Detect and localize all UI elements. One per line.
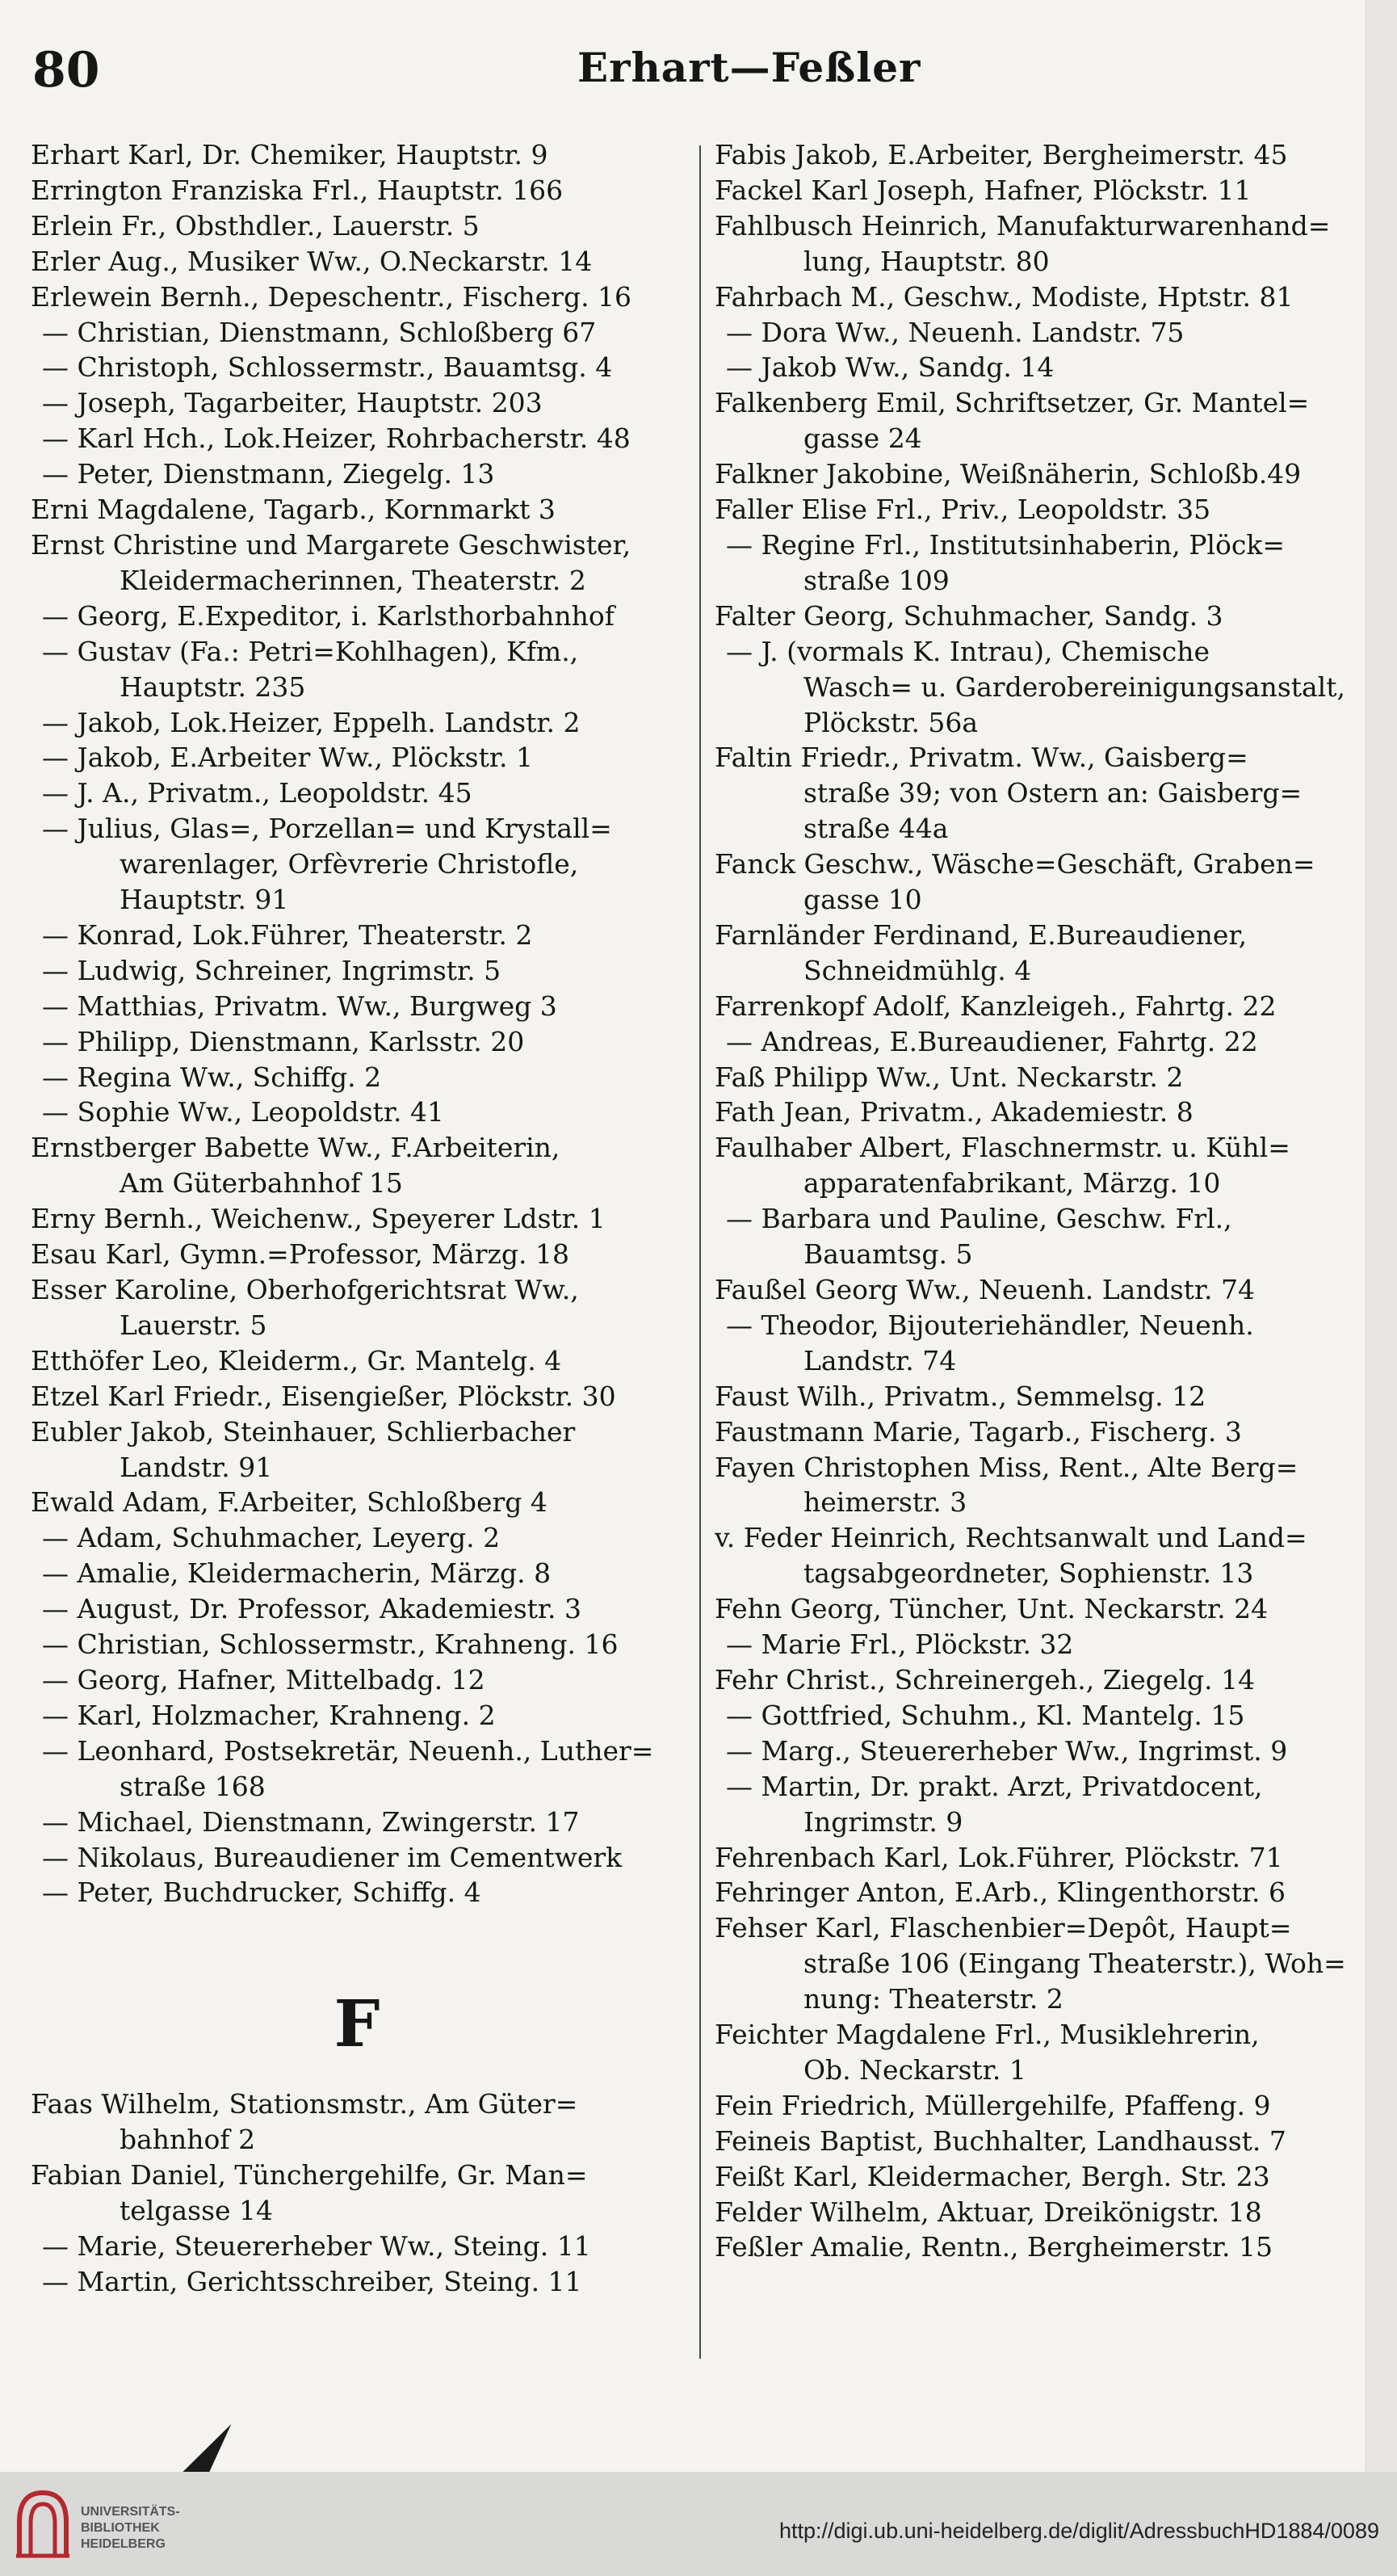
- directory-entry-line: Eubler Jakob, Steinhauer, Schlierbacher: [31, 1415, 576, 1448]
- directory-entry-line: Felder Wilhelm, Aktuar, Dreikönigstr. 18: [715, 2196, 1262, 2228]
- directory-entry-line: Ernst Christine und Margarete Geschwister,: [31, 528, 631, 561]
- directory-entry-line: — Peter, Buchdrucker, Schiffg. 4: [42, 1876, 481, 1909]
- running-head: Erhart—Feßler: [577, 44, 921, 91]
- directory-entry-line: warenlager, Orfèvrerie Christofle,: [120, 848, 579, 880]
- right-column: [715, 137, 1370, 2265]
- directory-entry-line: Fehr Christ., Schreinergeh., Ziegelg. 14: [715, 1663, 1256, 1696]
- directory-entry-line: Esau Karl, Gymn.=Professor, Märzg. 18: [31, 1238, 569, 1271]
- directory-entry-line: Faltin Friedr., Privatm. Ww., Gaisberg=: [715, 742, 1248, 774]
- directory-entry-line: — Matthias, Privatm. Ww., Burgweg 3: [42, 990, 557, 1022]
- directory-entry-line: — Martin, Gerichtsschreiber, Steing. 11: [42, 2265, 582, 2297]
- directory-entry-line: Feßler Amalie, Rentn., Bergheimerstr. 15: [715, 2231, 1273, 2263]
- directory-entry-line: Errington Franziska Frl., Hauptstr. 166: [31, 174, 564, 206]
- directory-entry-line: Farnländer Ferdinand, E.Bureaudiener,: [715, 918, 1248, 951]
- directory-entry-line: — Regina Ww., Schiffg. 2: [42, 1061, 382, 1093]
- directory-entry-line: — Karl, Holzmacher, Krahneng. 2: [42, 1699, 496, 1731]
- directory-entry-line: — Jakob Ww., Sandg. 14: [726, 351, 1055, 384]
- left-entries-f: [31, 2086, 683, 2299]
- directory-entry-line: Lauerstr. 5: [120, 1309, 267, 1341]
- library-name: [81, 2504, 180, 2553]
- directory-entry-line: — Marg., Steuererheber Ww., Ingrimst. 9: [726, 1734, 1288, 1767]
- directory-entry-line: tagsabgeordneter, Sophienstr. 13: [803, 1557, 1254, 1590]
- directory-entry-line: straße 39; von Ostern an: Gaisberg=: [803, 777, 1303, 809]
- directory-entry-line: Fayen Christophen Miss, Rent., Alte Berg=: [715, 1451, 1298, 1483]
- directory-entry-line: Ewald Adam, F.Arbeiter, Schloßberg 4: [31, 1486, 547, 1519]
- directory-entry-line: Feineis Baptist, Buchhalter, Landhausst. 7: [715, 2124, 1286, 2157]
- directory-entry-line: Faust Wilh., Privatm., Semmelsg. 12: [715, 1380, 1206, 1412]
- directory-entry-line: straße 106 (Eingang Theaterstr.), Woh=: [803, 1948, 1346, 1980]
- directory-entry-line: straße 44a: [803, 813, 949, 845]
- directory-entry-line: Erlein Fr., Obsthdler., Lauerstr. 5: [31, 209, 480, 242]
- directory-entry-line: Fath Jean, Privatm., Akademiestr. 8: [715, 1096, 1194, 1128]
- directory-entry-line: — Georg, E.Expeditor, i. Karlsthorbahnhof: [42, 599, 615, 632]
- library-name-line3: HEIDELBERG: [81, 2537, 166, 2551]
- directory-entry-line: — Karl Hch., Lok.Heizer, Rohrbacherstr. 48: [42, 422, 631, 455]
- directory-entry-line: Fackel Karl Joseph, Hafner, Plöckstr. 11: [715, 174, 1252, 206]
- directory-entry-line: — Sophie Ww., Leopoldstr. 41: [42, 1096, 444, 1128]
- footer-bar: [0, 2472, 1397, 2576]
- directory-entry-line: Faustmann Marie, Tagarb., Fischerg. 3: [715, 1415, 1242, 1448]
- directory-entry-line: Fahlbusch Heinrich, Manufakturwarenhand=: [715, 209, 1331, 242]
- library-logo-icon: [15, 2486, 71, 2561]
- directory-entry-line: Falter Georg, Schuhmacher, Sandg. 3: [715, 599, 1223, 632]
- section-letter: F: [334, 1986, 380, 2062]
- directory-entry-line: — J. (vormals K. Intrau), Chemische: [726, 635, 1210, 667]
- directory-entry-line: — Martin, Dr. prakt. Arzt, Privatdocent,: [726, 1770, 1263, 1802]
- directory-entry-line: — Gottfried, Schuhm., Kl. Mantelg. 15: [726, 1699, 1245, 1731]
- directory-entry-line: — Konrad, Lok.Führer, Theaterstr. 2: [42, 918, 533, 951]
- directory-entry-line: — Theodor, Bijouteriehändler, Neuenh.: [726, 1309, 1254, 1341]
- directory-entry-line: Hauptstr. 235: [120, 670, 306, 703]
- directory-entry-line: Fahrbach M., Geschw., Modiste, Hptstr. 81: [715, 280, 1294, 313]
- left-entries-e: [31, 137, 683, 1910]
- directory-entry-line: — Amalie, Kleidermacherin, Märzg. 8: [42, 1557, 552, 1590]
- directory-entry-line: Ob. Neckarstr. 1: [803, 2053, 1026, 2086]
- directory-entry-line: Kleidermacherinnen, Theaterstr. 2: [120, 564, 586, 596]
- library-name-line2: BIBLIOTHEK: [81, 2521, 160, 2535]
- directory-entry-line: Wasch= u. Garderobereinigungsanstalt,: [803, 670, 1345, 703]
- directory-entry-line: Landstr. 74: [803, 1344, 957, 1376]
- directory-entry-line: — Gustav (Fa.: Petri=Kohlhagen), Kfm.,: [42, 635, 579, 667]
- directory-entry-line: — Adam, Schuhmacher, Leyerg. 2: [42, 1522, 501, 1554]
- column-divider: [699, 145, 701, 2359]
- directory-entry-line: Faulhaber Albert, Flaschnermstr. u. Kühl=: [715, 1132, 1290, 1164]
- directory-entry-line: Bauamtsg. 5: [803, 1238, 973, 1271]
- page-number: 80: [32, 42, 100, 99]
- directory-entry-line: Erler Aug., Musiker Ww., O.Neckarstr. 14: [31, 245, 593, 277]
- directory-entry-line: Fabian Daniel, Tünchergehilfe, Gr. Man=: [31, 2159, 588, 2191]
- left-column: [31, 137, 683, 2300]
- directory-entry-line: straße 109: [803, 564, 950, 596]
- directory-entry-line: — Ludwig, Schreiner, Ingrimstr. 5: [42, 954, 501, 986]
- directory-entry-line: — Georg, Hafner, Mittelbadg. 12: [42, 1663, 485, 1696]
- directory-entry-line: — Julius, Glas=, Porzellan= und Krystall=: [42, 813, 612, 845]
- directory-entry-line: v. Feder Heinrich, Rechtsanwalt und Land=: [715, 1522, 1307, 1554]
- directory-entry-line: Erny Bernh., Weichenw., Speyerer Ldstr. 1: [31, 1203, 606, 1235]
- directory-entry-line: Feichter Magdalene Frl., Musiklehrerin,: [715, 2019, 1260, 2051]
- directory-entry-line: straße 168: [120, 1770, 266, 1802]
- directory-entry-line: — Marie Frl., Plöckstr. 32: [726, 1628, 1074, 1661]
- directory-entry-line: gasse 24: [803, 422, 922, 455]
- directory-entry-line: — August, Dr. Professor, Akademiestr. 3: [42, 1593, 582, 1625]
- directory-entry-line: — Nikolaus, Bureaudiener im Cementwerk: [42, 1841, 623, 1873]
- directory-entry-line: nung: Theaterstr. 2: [803, 1983, 1063, 2015]
- directory-entry-line: — Philipp, Dienstmann, Karlsstr. 20: [42, 1025, 525, 1057]
- directory-entry-line: — Andreas, E.Bureaudiener, Fahrtg. 22: [726, 1025, 1258, 1057]
- directory-entry-line: telgasse 14: [120, 2195, 274, 2227]
- directory-entry-line: Plöckstr. 56a: [803, 706, 979, 738]
- directory-entry-line: bahnhof 2: [120, 2124, 256, 2156]
- directory-entry-line: — Peter, Dienstmann, Ziegelg. 13: [42, 458, 495, 490]
- directory-entry-line: — Dora Ww., Neuenh. Landstr. 75: [726, 316, 1185, 348]
- right-entries: [715, 137, 1370, 2265]
- library-name-line1: UNIVERSITÄTS-: [81, 2505, 180, 2519]
- directory-entry-line: Ingrimstr. 9: [803, 1805, 963, 1838]
- directory-entry-line: Falkner Jakobine, Weißnäherin, Schloßb.49: [715, 458, 1302, 490]
- directory-entry-line: gasse 10: [803, 884, 922, 916]
- directory-entry-line: heimerstr. 3: [803, 1486, 967, 1519]
- directory-entry-line: — Marie, Steuererheber Ww., Steing. 11: [42, 2229, 591, 2262]
- directory-entry-line: Falkenberg Emil, Schriftsetzer, Gr. Mantel=: [715, 387, 1310, 419]
- directory-entry-line: Erlewein Bernh., Depeschentr., Fischerg. 16: [31, 280, 632, 313]
- directory-entry-line: Fabis Jakob, E.Arbeiter, Bergheimerstr. 45: [715, 139, 1288, 170]
- directory-entry-line: Etzel Karl Friedr., Eisengießer, Plöckstr. 30: [31, 1380, 616, 1412]
- directory-entry-line: — Regine Frl., Institutsinhaberin, Plöck=: [726, 528, 1285, 561]
- directory-entry-line: — Jakob, Lok.Heizer, Eppelh. Landstr. 2: [42, 706, 581, 738]
- directory-entry-line: — Christian, Dienstmann, Schloßberg 67: [42, 316, 597, 348]
- directory-entry-line: Fehrenbach Karl, Lok.Führer, Plöckstr. 71: [715, 1841, 1283, 1873]
- directory-entry-line: — Michael, Dienstmann, Zwingerstr. 17: [42, 1805, 580, 1838]
- directory-entry-line: Feißt Karl, Kleidermacher, Bergh. Str. 23: [715, 2160, 1270, 2192]
- directory-entry-line: — Joseph, Tagarbeiter, Hauptstr. 203: [42, 387, 543, 419]
- directory-entry-line: Farrenkopf Adolf, Kanzleigeh., Fahrtg. 22: [715, 990, 1277, 1022]
- directory-entry-line: Am Güterbahnhof 15: [120, 1167, 403, 1200]
- directory-entry-line: Schneidmühlg. 4: [803, 954, 1032, 986]
- directory-entry-line: — Leonhard, Postsekretär, Neuenh., Luther=: [42, 1734, 654, 1767]
- directory-entry-line: Fein Friedrich, Müllergehilfe, Pfaffeng. 9: [715, 2089, 1271, 2121]
- directory-entry-line: Faußel Georg Ww., Neuenh. Landstr. 74: [715, 1274, 1256, 1305]
- directory-entry-line: — Barbara und Pauline, Geschw. Frl.,: [726, 1203, 1232, 1235]
- directory-entry-line: — Jakob, E.Arbeiter Ww., Plöckstr. 1: [42, 742, 533, 774]
- directory-entry-line: apparatenfabrikant, Märzg. 10: [803, 1167, 1221, 1200]
- directory-entry-line: Fehn Georg, Tüncher, Unt. Neckarstr. 24: [715, 1593, 1269, 1625]
- source-url[interactable]: http://digi.ub.uni-heidelberg.de/diglit/AdressbuchHD1884/0089: [778, 2519, 1379, 2543]
- directory-entry-line: Faß Philipp Ww., Unt. Neckarstr. 2: [715, 1061, 1184, 1093]
- directory-entry-line: — Christian, Schlossermstr., Krahneng. 16: [42, 1628, 619, 1661]
- directory-entry-line: Faller Elise Frl., Priv., Leopoldstr. 35: [715, 494, 1211, 526]
- directory-entry-line: Erni Magdalene, Tagarb., Kornmarkt 3: [31, 494, 556, 526]
- directory-entry-line: Erhart Karl, Dr. Chemiker, Hauptstr. 9: [31, 139, 548, 170]
- directory-entry-line: Fehser Karl, Flaschenbier=Depôt, Haupt=: [715, 1912, 1292, 1944]
- directory-entry-line: — J. A., Privatm., Leopoldstr. 45: [42, 777, 472, 809]
- directory-entry-line: — Christoph, Schlossermstr., Bauamtsg. 4: [42, 351, 613, 384]
- directory-entry-line: Faas Wilhelm, Stationsmstr., Am Güter=: [31, 2088, 578, 2120]
- directory-entry-line: Fehringer Anton, E.Arb., Klingenthorstr. 6: [715, 1876, 1286, 1909]
- directory-entry-line: Esser Karoline, Oberhofgerichtsrat Ww.,: [31, 1274, 579, 1305]
- directory-entry-line: Fanck Geschw., Wäsche=Geschäft, Graben=: [715, 848, 1315, 880]
- directory-entry-line: Ernstberger Babette Ww., F.Arbeiterin,: [31, 1132, 560, 1164]
- directory-entry-line: Hauptstr. 91: [120, 884, 289, 916]
- directory-entry-line: lung, Hauptstr. 80: [803, 245, 1050, 277]
- directory-entry-line: Etthöfer Leo, Kleiderm., Gr. Mantelg. 4: [31, 1344, 562, 1376]
- directory-entry-line: Landstr. 91: [120, 1451, 273, 1483]
